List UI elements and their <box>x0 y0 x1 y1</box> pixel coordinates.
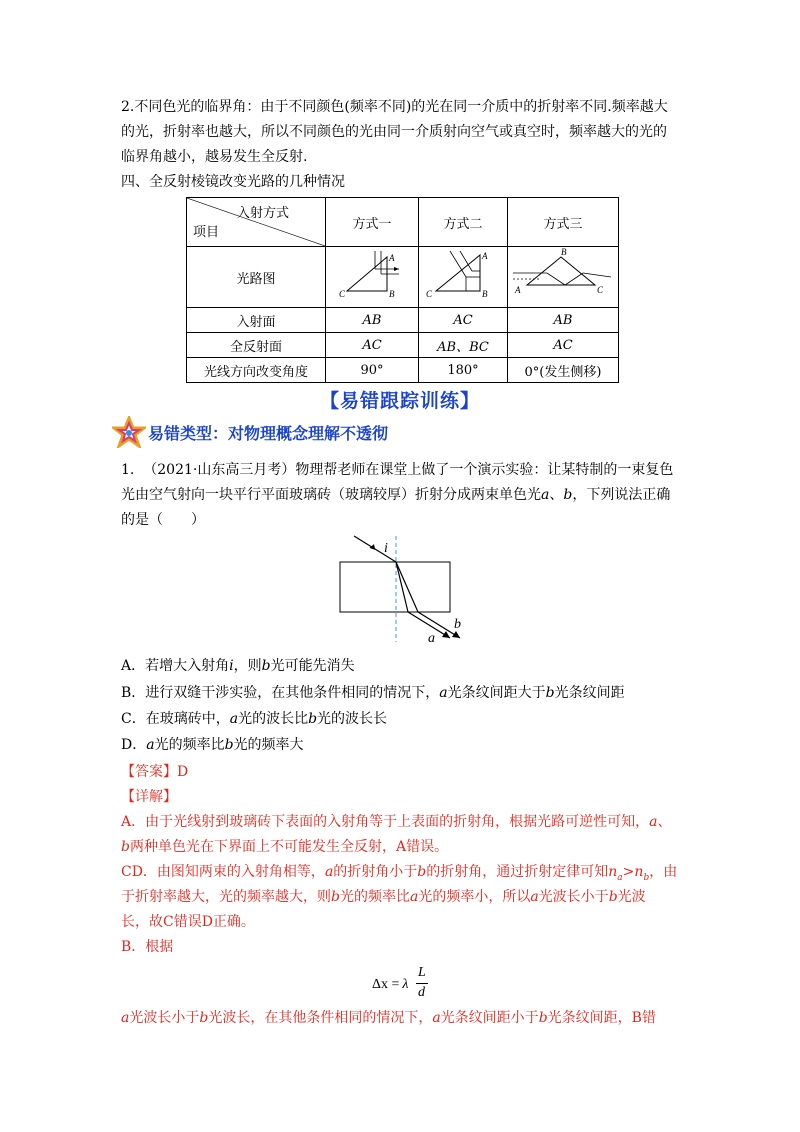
error-type-heading: 易错类型：对物理概念理解不透彻 <box>148 424 389 443</box>
angle-1: 90° <box>326 358 419 383</box>
row-label-diagram: 光路图 <box>187 247 326 308</box>
corner-bottom-label: 项目 <box>193 225 220 240</box>
sep: 、 <box>549 487 564 503</box>
column-header-1: 方式一 <box>326 198 419 247</box>
question-stem-2: 光由空气射向一块平行平面玻璃砖（玻璃较厚）折射分成两束单色光 <box>121 487 541 503</box>
diagram-cell-2 <box>419 247 508 308</box>
diagram1-label-b: B <box>389 289 395 299</box>
incident-face-3: AB <box>508 308 619 333</box>
question-stem-line-3: 的是（ ） <box>121 512 205 528</box>
answer-value: D <box>177 764 189 780</box>
angle-2: 180° <box>419 358 508 383</box>
option-d[interactable]: D．a光的频率比b光的频率大 <box>121 737 304 753</box>
diagram2-label-a: A <box>482 251 488 261</box>
figure-label-b: b <box>454 617 461 632</box>
var-a: a <box>541 487 550 503</box>
row-label-reflect-face: 全反射面 <box>187 333 326 358</box>
diagram-cell-3 <box>508 247 619 308</box>
document-page: 2.不同色光的临界角：由于不同颜色(频率不同)的光在同一介质中的折射率不同.频率越大 的光，折射率也越大，所以不同颜色的光由同一介质射向空气或真空时，频率越大的光的 临界角越小，越易发生全反射. 四、全反射棱镜改变光路的几种情况 入射方式 项目 方式一 方式二 方式三 光路图 A B C A B C B A C 入射面 AB AC AB 全反射面 AC AB、BC AC 光线方向改变角度 90° 180° 0°(发生侧移) 【易错跟踪训练】 易错类型：对物理概念理解不透彻 1. （2021·山东高三月考）物理帮老师在课堂上做了一个演示实验：让某特制的一束复色 光由空气射向一块平行平面玻璃砖（玻璃较厚）折射分成两束单色光a、b，下列说法正确 的是（ ） i a b A．若增大入射角i，则b光可能先消失 B．进行双缝干涉实验，在其他条件相同的情况下，a光条纹间距大于b光条纹间距 C．在玻璃砖中，a光的波长比b光的波长长 D．a光的频率比b光的频率大 【答案】D 【详解】 A．由于光线射到玻璃砖下表面的入射角等于上表面的折射角，根据光路可逆性可知，a、 b两种单色光在下界面上不可能发生全反射，A错误。 CD．由图知两束的入射角相等，a的折射角小于b的折射角，通过折射定律可知$n_a>n_b$，由 于折射率越大，光的频率越大，则b光的频率比a光的频率小，所以a光波长小于b光波 长，故C错误D正确。 B．根据 Δx = λ L d a光波长小于b光波长，在其他条件相同的情况下，a光条纹间距小于b光条纹间距，B错 <box>0 0 800 1132</box>
angle-3: 0°(发生侧移) <box>508 358 619 383</box>
diagram3-label-b: B <box>561 247 567 257</box>
figure-label-i: i <box>384 541 388 556</box>
star-icon <box>112 416 146 448</box>
question-stem-line-1 <box>121 460 681 480</box>
var-b: b <box>563 487 573 503</box>
prism-table <box>186 197 619 383</box>
corner-top-label: 入射方式 <box>236 206 289 221</box>
option-b[interactable]: B．进行双缝干涉实验，在其他条件相同的情况下，a光条纹间距大于b光条纹间距 <box>121 685 625 701</box>
banner-title: 【易错跟踪训练】 <box>319 390 480 412</box>
prism-diagram-2 <box>420 247 506 303</box>
diagram1-label-a: A <box>389 253 395 263</box>
incident-face-1: AB <box>326 308 419 333</box>
intro-line-2: 的光，折射率也越大，所以不同颜色的光由同一介质射向空气或真空时，频率越大的光的 <box>121 124 667 140</box>
table-corner <box>187 198 326 247</box>
analysis-a-line-1: A．由于光线射到玻璃砖下表面的入射角等于上表面的折射角，根据光路可逆性可知，a、 <box>121 814 672 830</box>
answer-label: 【答案】 <box>121 764 177 780</box>
option-c[interactable]: C．在玻璃砖中，a光的波长比b光的波长长 <box>121 711 388 727</box>
intro-line-1: 2.不同色光的临界角：由于不同颜色(频率不同)的光在同一介质中的折射率不同.频率越大 <box>121 99 668 115</box>
diagram-cell-1 <box>326 247 419 308</box>
analysis-b-line-1: a光波长小于b光波长，在其他条件相同的情况下，a光条纹间距小于b光条纹间距，B错 <box>121 1010 656 1026</box>
section-heading: 四、全反射棱镜改变光路的几种情况 <box>121 174 345 190</box>
reflect-face-1: AC <box>326 333 419 358</box>
analysis-a-line-2: b两种单色光在下界面上不可能发生全反射，A错误。 <box>121 839 449 855</box>
option-a[interactable]: A．若增大入射角i，则b光可能先消失 <box>121 658 355 674</box>
incident-face-2: AC <box>419 308 508 333</box>
reflect-face-3: AC <box>508 333 619 358</box>
question-stem-2-end: ，下列说法正确 <box>572 487 671 503</box>
column-header-2: 方式二 <box>419 198 508 247</box>
analysis-cd-line-1: CD．由图知两束的入射角相等，a的折射角小于b的折射角，通过折射定律可知$n_a>n_b$，由 <box>121 864 678 883</box>
answer-line <box>121 762 681 782</box>
prism-diagram-1 <box>327 247 417 303</box>
glass-block-figure <box>336 534 476 646</box>
diagram3-label-c: C <box>597 285 604 295</box>
diagram3-label-a: A <box>515 285 521 295</box>
question-stem-1: （2021·山东高三月考）物理帮老师在课堂上做了一个演示实验：让某特制的一束复色 <box>143 462 674 478</box>
figure-label-a: a <box>428 631 435 646</box>
analysis-label: 【详解】 <box>121 789 177 805</box>
row-label-incident-face: 入射面 <box>187 308 326 333</box>
analysis-cd-line-3: 长，故C错误D正确。 <box>121 914 255 930</box>
diagram2-label-b: B <box>482 289 488 299</box>
diagram1-label-c: C <box>339 289 346 299</box>
diagram2-label-c: C <box>426 289 433 299</box>
prism-diagram-3 <box>509 247 617 303</box>
question-stem-line-2 <box>121 485 681 505</box>
column-header-3: 方式三 <box>508 198 619 247</box>
intro-line-3: 临界角越小，越易发生全反射. <box>121 149 308 165</box>
analysis-b-head: B．根据 <box>121 939 174 955</box>
reflect-face-2: AB、BC <box>419 333 508 358</box>
row-label-angle: 光线方向改变角度 <box>187 358 326 383</box>
analysis-cd-line-2: 于折射率越大，光的频率越大，则b光的频率比a光的频率小，所以a光波长小于b光波 <box>121 889 646 905</box>
question-number: 1. <box>121 462 135 478</box>
